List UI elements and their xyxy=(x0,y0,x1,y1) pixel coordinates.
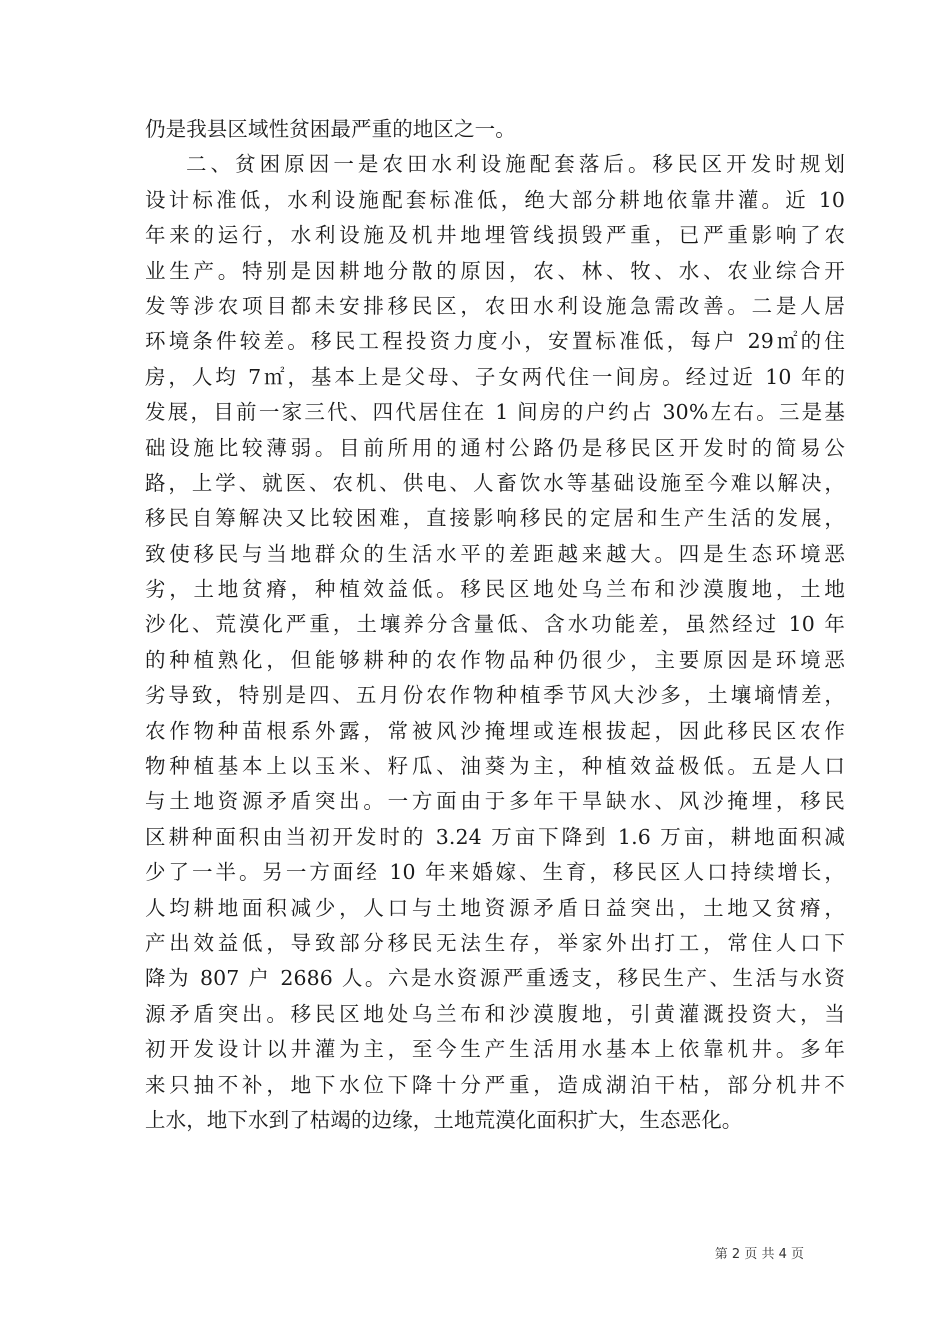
text-line: 致使移民与当地群众的生活水平的差距越来越大。四是生态环境恶 xyxy=(145,541,845,566)
text-line: 农作物种苗根系外露，常被风沙掩埋或连根拔起，因此移民区农作 xyxy=(145,718,845,743)
text-line: 区耕种面积由当初开发时的 3.24 万亩下降到 1.6 万亩，耕地面积减 xyxy=(145,824,845,849)
text-line: 物种植基本上以玉米、籽瓜、油葵为主，种植效益极低。五是人口 xyxy=(145,754,845,779)
text-line: 的种植熟化，但能够耕种的农作物品种仍很少，主要原因是环境恶 xyxy=(145,647,845,672)
text-line: 初开发设计以井灌为主，至今生产生活用水基本上依靠机井。多年 xyxy=(145,1037,845,1062)
body-text xyxy=(145,112,845,1138)
text-line: 年来的运行，水利设施及机井地埋管线损毁严重，已严重影响了农 xyxy=(145,223,845,248)
text-line: 业生产。特别是因耕地分散的原因，农、林、牧、水、农业综合开 xyxy=(145,258,845,283)
text-line: 移民自筹解决又比较困难，直接影响移民的定居和生产生活的发展， xyxy=(145,506,845,531)
text-line: 路，上学、就医、农机、供电、人畜饮水等基础设施至今难以解决， xyxy=(145,470,845,495)
page-footer: 第 2 页 共 4 页 xyxy=(714,1247,804,1262)
text-line: 设计标准低，水利设施配套标准低，绝大部分耕地依靠井灌。近 10 xyxy=(145,187,845,212)
text-line: 沙化、荒漠化严重，土壤养分含量低、含水功能差，虽然经过 10 年 xyxy=(145,612,845,637)
text-line: 源矛盾突出。移民区地处乌兰布和沙漠腹地，引黄灌溉投资大，当 xyxy=(145,1001,845,1026)
text-line: 仍是我县区域性贫困最严重的地区之一。 xyxy=(145,117,516,141)
text-line: 发展，目前一家三代、四代居住在 1 间房的户约占 30%左右。三是基 xyxy=(145,400,845,425)
text-line: 产出效益低，导致部分移民无法生存，举家外出打工，常住人口下 xyxy=(145,930,845,955)
text-line: 发等涉农项目都未安排移民区，农田水利设施急需改善。二是人居 xyxy=(145,293,845,318)
text-line: 与土地资源矛盾突出。一方面由于多年干旱缺水、风沙掩埋，移民 xyxy=(145,789,845,814)
text-line: 上水，地下水到了枯竭的边缘，土地荒漠化面积扩大，生态恶化。 xyxy=(145,1107,743,1132)
text-line: 础设施比较薄弱。目前所用的通村公路仍是移民区开发时的简易公 xyxy=(145,435,845,460)
text-line: 房，人均 7㎡，基本上是父母、子女两代住一间房。经过近 10 年的 xyxy=(145,364,845,389)
text-line: 环境条件较差。移民工程投资力度小，安置标准低，每户 29㎡的住 xyxy=(145,329,845,354)
text-line: 二、贫困原因一是农田水利设施配套落后。移民区开发时规划 xyxy=(186,152,845,177)
text-line: 劣导致，特别是四、五月份农作物种植季节风大沙多，土壤墒情差， xyxy=(145,683,845,708)
text-line: 降为 807 户 2686 人。六是水资源严重透支，移民生产、生活与水资 xyxy=(145,966,845,991)
text-line: 少了一半。另一方面经 10 年来婚嫁、生育，移民区人口持续增长， xyxy=(145,860,845,885)
text-line: 劣，土地贫瘠，种植效益低。移民区地处乌兰布和沙漠腹地，土地 xyxy=(145,577,845,602)
text-line: 人均耕地面积减少，人口与土地资源矛盾日益突出，土地又贫瘠， xyxy=(145,895,845,920)
text-line: 来只抽不补，地下水位下降十分严重，造成湖泊干枯，部分机井不 xyxy=(145,1072,845,1097)
